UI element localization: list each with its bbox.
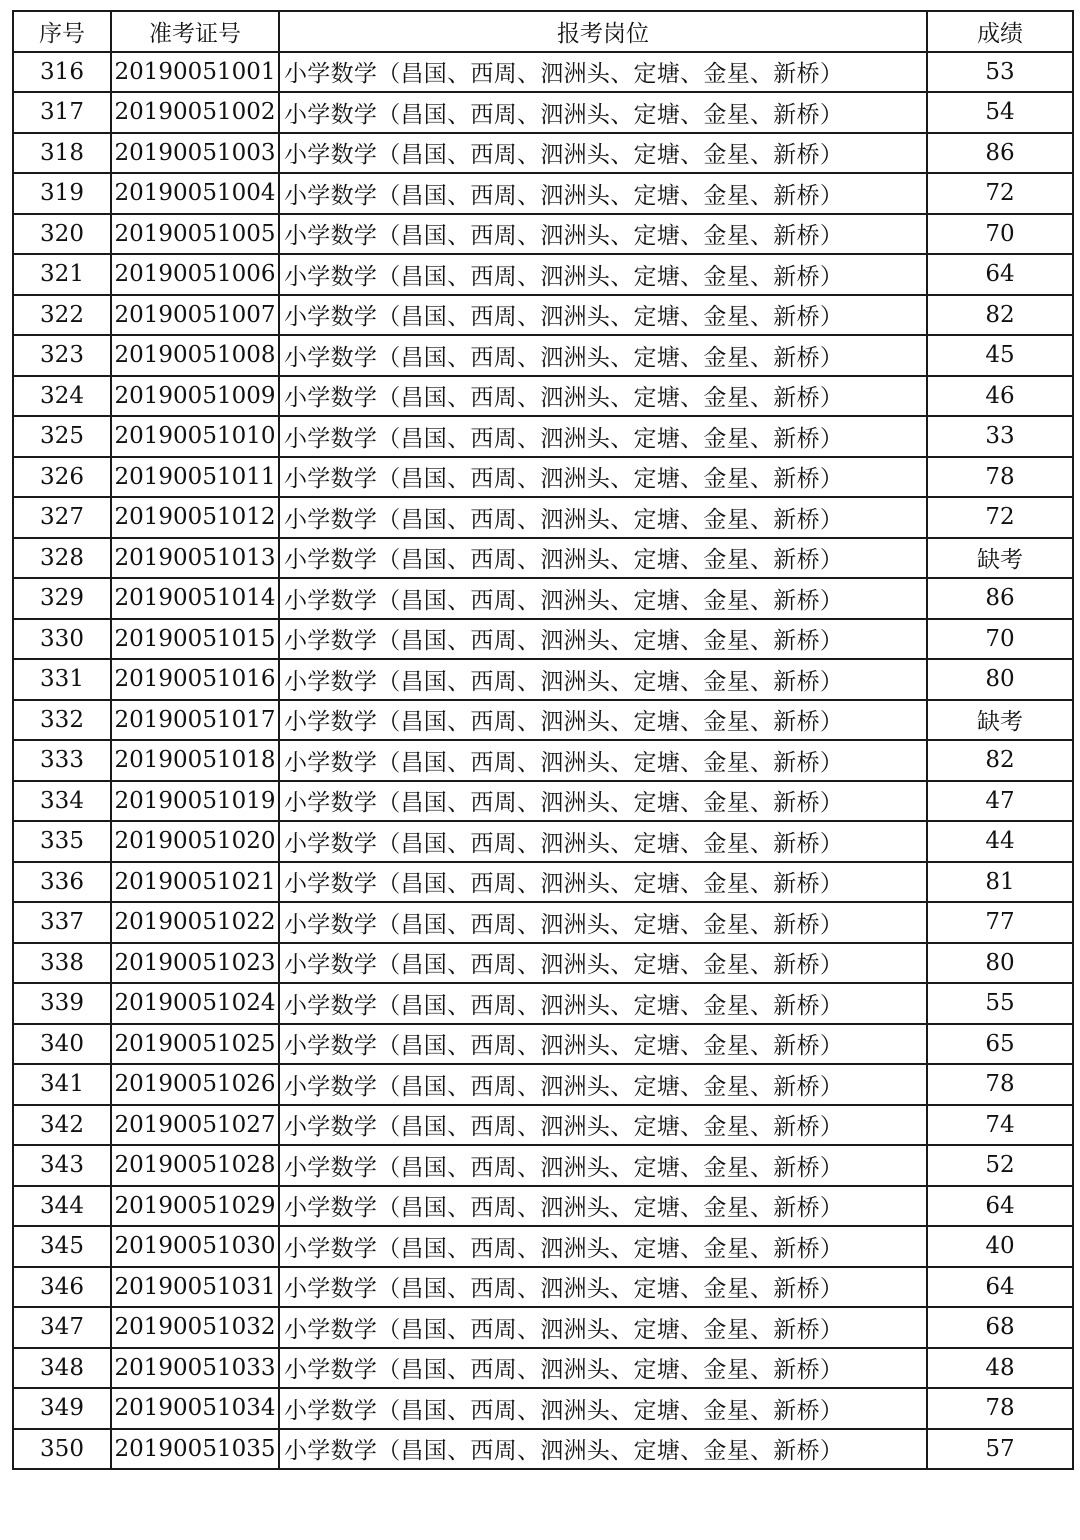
- table-row: [13, 1348, 1073, 1389]
- score-table: [12, 10, 1074, 1470]
- cell-seq: 338: [13, 943, 111, 984]
- cell-post: 小学数学（昌国、西周、泗洲头、定塘、金星、新桥）: [279, 376, 927, 417]
- cell-score: 45: [927, 335, 1073, 376]
- cell-score: 81: [927, 862, 1073, 903]
- cell-post: 小学数学（昌国、西周、泗洲头、定塘、金星、新桥）: [279, 740, 927, 781]
- cell-seq: 328: [13, 538, 111, 579]
- table-row: [13, 943, 1073, 984]
- cell-post: 小学数学（昌国、西周、泗洲头、定塘、金星、新桥）: [279, 295, 927, 336]
- cell-score: 70: [927, 619, 1073, 660]
- cell-exam-id: 20190051015: [111, 619, 279, 660]
- cell-post: 小学数学（昌国、西周、泗洲头、定塘、金星、新桥）: [279, 821, 927, 862]
- cell-score: 70: [927, 214, 1073, 255]
- cell-score: 57: [927, 1429, 1073, 1470]
- cell-score: 46: [927, 376, 1073, 417]
- table-row: [13, 1226, 1073, 1267]
- cell-score: 77: [927, 902, 1073, 943]
- cell-score: 86: [927, 578, 1073, 619]
- table-row: [13, 1429, 1073, 1470]
- cell-score: 72: [927, 497, 1073, 538]
- cell-seq: 321: [13, 254, 111, 295]
- cell-post: 小学数学（昌国、西周、泗洲头、定塘、金星、新桥）: [279, 497, 927, 538]
- cell-exam-id: 20190051017: [111, 700, 279, 741]
- cell-seq: 319: [13, 173, 111, 214]
- cell-post: 小学数学（昌国、西周、泗洲头、定塘、金星、新桥）: [279, 1145, 927, 1186]
- table-row: [13, 133, 1073, 174]
- table-row: [13, 538, 1073, 579]
- cell-seq: 334: [13, 781, 111, 822]
- cell-seq: 349: [13, 1388, 111, 1429]
- cell-post: 小学数学（昌国、西周、泗洲头、定塘、金星、新桥）: [279, 538, 927, 579]
- cell-post: 小学数学（昌国、西周、泗洲头、定塘、金星、新桥）: [279, 457, 927, 498]
- header-row: [13, 11, 1073, 52]
- table-row: [13, 700, 1073, 741]
- table-row: [13, 659, 1073, 700]
- cell-score: 64: [927, 1186, 1073, 1227]
- cell-post: 小学数学（昌国、西周、泗洲头、定塘、金星、新桥）: [279, 983, 927, 1024]
- header-seq: 序号: [13, 11, 111, 52]
- cell-seq: 348: [13, 1348, 111, 1389]
- table-row: [13, 295, 1073, 336]
- cell-exam-id: 20190051034: [111, 1388, 279, 1429]
- cell-score: 78: [927, 1388, 1073, 1429]
- cell-seq: 317: [13, 92, 111, 133]
- cell-exam-id: 20190051002: [111, 92, 279, 133]
- cell-post: 小学数学（昌国、西周、泗洲头、定塘、金星、新桥）: [279, 416, 927, 457]
- cell-exam-id: 20190051009: [111, 376, 279, 417]
- table-row: [13, 1186, 1073, 1227]
- cell-exam-id: 20190051032: [111, 1307, 279, 1348]
- cell-seq: 337: [13, 902, 111, 943]
- table-row: [13, 1024, 1073, 1065]
- cell-exam-id: 20190051026: [111, 1064, 279, 1105]
- cell-score: 78: [927, 1064, 1073, 1105]
- cell-score: 缺考: [927, 538, 1073, 579]
- cell-score: 47: [927, 781, 1073, 822]
- cell-exam-id: 20190051020: [111, 821, 279, 862]
- cell-score: 54: [927, 92, 1073, 133]
- cell-score: 65: [927, 1024, 1073, 1065]
- cell-score: 86: [927, 133, 1073, 174]
- cell-exam-id: 20190051022: [111, 902, 279, 943]
- cell-exam-id: 20190051006: [111, 254, 279, 295]
- table-row: [13, 902, 1073, 943]
- cell-seq: 331: [13, 659, 111, 700]
- cell-post: 小学数学（昌国、西周、泗洲头、定塘、金星、新桥）: [279, 133, 927, 174]
- cell-exam-id: 20190051021: [111, 862, 279, 903]
- cell-post: 小学数学（昌国、西周、泗洲头、定塘、金星、新桥）: [279, 1388, 927, 1429]
- table-row: [13, 983, 1073, 1024]
- cell-post: 小学数学（昌国、西周、泗洲头、定塘、金星、新桥）: [279, 1267, 927, 1308]
- cell-seq: 323: [13, 335, 111, 376]
- table-row: [13, 1105, 1073, 1146]
- cell-seq: 339: [13, 983, 111, 1024]
- cell-exam-id: 20190051014: [111, 578, 279, 619]
- header-exam-id: 准考证号: [111, 11, 279, 52]
- cell-seq: 345: [13, 1226, 111, 1267]
- table-row: [13, 1267, 1073, 1308]
- table-row: [13, 740, 1073, 781]
- cell-post: 小学数学（昌国、西周、泗洲头、定塘、金星、新桥）: [279, 1348, 927, 1389]
- cell-exam-id: 20190051023: [111, 943, 279, 984]
- cell-score: 33: [927, 416, 1073, 457]
- cell-exam-id: 20190051027: [111, 1105, 279, 1146]
- table-header: [13, 11, 1073, 52]
- table-row: [13, 1145, 1073, 1186]
- cell-seq: 322: [13, 295, 111, 336]
- cell-score: 74: [927, 1105, 1073, 1146]
- cell-exam-id: 20190051007: [111, 295, 279, 336]
- header-post: 报考岗位: [279, 11, 927, 52]
- cell-seq: 342: [13, 1105, 111, 1146]
- cell-score: 64: [927, 1267, 1073, 1308]
- cell-score: 缺考: [927, 700, 1073, 741]
- cell-seq: 326: [13, 457, 111, 498]
- cell-post: 小学数学（昌国、西周、泗洲头、定塘、金星、新桥）: [279, 214, 927, 255]
- cell-score: 64: [927, 254, 1073, 295]
- cell-seq: 324: [13, 376, 111, 417]
- cell-score: 48: [927, 1348, 1073, 1389]
- cell-seq: 336: [13, 862, 111, 903]
- cell-post: 小学数学（昌国、西周、泗洲头、定塘、金星、新桥）: [279, 52, 927, 93]
- cell-post: 小学数学（昌国、西周、泗洲头、定塘、金星、新桥）: [279, 335, 927, 376]
- cell-exam-id: 20190051018: [111, 740, 279, 781]
- table-row: [13, 619, 1073, 660]
- table-row: [13, 214, 1073, 255]
- table-row: [13, 92, 1073, 133]
- cell-post: 小学数学（昌国、西周、泗洲头、定塘、金星、新桥）: [279, 578, 927, 619]
- cell-seq: 341: [13, 1064, 111, 1105]
- cell-post: 小学数学（昌国、西周、泗洲头、定塘、金星、新桥）: [279, 781, 927, 822]
- cell-post: 小学数学（昌国、西周、泗洲头、定塘、金星、新桥）: [279, 254, 927, 295]
- cell-score: 80: [927, 943, 1073, 984]
- cell-seq: 347: [13, 1307, 111, 1348]
- table-row: [13, 457, 1073, 498]
- cell-seq: 333: [13, 740, 111, 781]
- table-row: [13, 821, 1073, 862]
- cell-post: 小学数学（昌国、西周、泗洲头、定塘、金星、新桥）: [279, 92, 927, 133]
- cell-seq: 344: [13, 1186, 111, 1227]
- cell-post: 小学数学（昌国、西周、泗洲头、定塘、金星、新桥）: [279, 902, 927, 943]
- cell-post: 小学数学（昌国、西周、泗洲头、定塘、金星、新桥）: [279, 1105, 927, 1146]
- cell-post: 小学数学（昌国、西周、泗洲头、定塘、金星、新桥）: [279, 659, 927, 700]
- cell-exam-id: 20190051013: [111, 538, 279, 579]
- cell-seq: 325: [13, 416, 111, 457]
- cell-score: 78: [927, 457, 1073, 498]
- table-row: [13, 1064, 1073, 1105]
- cell-post: 小学数学（昌国、西周、泗洲头、定塘、金星、新桥）: [279, 862, 927, 903]
- cell-exam-id: 20190051033: [111, 1348, 279, 1389]
- cell-score: 82: [927, 740, 1073, 781]
- table-row: [13, 1388, 1073, 1429]
- cell-post: 小学数学（昌国、西周、泗洲头、定塘、金星、新桥）: [279, 700, 927, 741]
- cell-exam-id: 20190051019: [111, 781, 279, 822]
- cell-post: 小学数学（昌国、西周、泗洲头、定塘、金星、新桥）: [279, 173, 927, 214]
- table-row: [13, 335, 1073, 376]
- header-score: 成绩: [927, 11, 1073, 52]
- cell-seq: 320: [13, 214, 111, 255]
- table-row: [13, 173, 1073, 214]
- cell-seq: 340: [13, 1024, 111, 1065]
- cell-seq: 327: [13, 497, 111, 538]
- cell-score: 68: [927, 1307, 1073, 1348]
- table-row: [13, 578, 1073, 619]
- table-row: [13, 862, 1073, 903]
- cell-exam-id: 20190051028: [111, 1145, 279, 1186]
- cell-score: 52: [927, 1145, 1073, 1186]
- cell-post: 小学数学（昌国、西周、泗洲头、定塘、金星、新桥）: [279, 1307, 927, 1348]
- cell-score: 72: [927, 173, 1073, 214]
- table-row: [13, 781, 1073, 822]
- cell-score: 80: [927, 659, 1073, 700]
- cell-exam-id: 20190051001: [111, 52, 279, 93]
- cell-seq: 346: [13, 1267, 111, 1308]
- table-row: [13, 52, 1073, 93]
- table-body: [13, 52, 1073, 1470]
- cell-score: 55: [927, 983, 1073, 1024]
- cell-score: 44: [927, 821, 1073, 862]
- cell-exam-id: 20190051030: [111, 1226, 279, 1267]
- cell-exam-id: 20190051012: [111, 497, 279, 538]
- cell-seq: 316: [13, 52, 111, 93]
- cell-post: 小学数学（昌国、西周、泗洲头、定塘、金星、新桥）: [279, 1429, 927, 1470]
- cell-exam-id: 20190051016: [111, 659, 279, 700]
- cell-seq: 335: [13, 821, 111, 862]
- cell-seq: 332: [13, 700, 111, 741]
- table-row: [13, 376, 1073, 417]
- cell-seq: 329: [13, 578, 111, 619]
- cell-exam-id: 20190051035: [111, 1429, 279, 1470]
- table-row: [13, 497, 1073, 538]
- cell-exam-id: 20190051005: [111, 214, 279, 255]
- table-row: [13, 254, 1073, 295]
- cell-exam-id: 20190051031: [111, 1267, 279, 1308]
- cell-seq: 318: [13, 133, 111, 174]
- cell-exam-id: 20190051003: [111, 133, 279, 174]
- cell-exam-id: 20190051029: [111, 1186, 279, 1227]
- cell-score: 53: [927, 52, 1073, 93]
- cell-post: 小学数学（昌国、西周、泗洲头、定塘、金星、新桥）: [279, 1186, 927, 1227]
- cell-exam-id: 20190051004: [111, 173, 279, 214]
- cell-exam-id: 20190051010: [111, 416, 279, 457]
- cell-post: 小学数学（昌国、西周、泗洲头、定塘、金星、新桥）: [279, 1064, 927, 1105]
- cell-seq: 350: [13, 1429, 111, 1470]
- cell-score: 82: [927, 295, 1073, 336]
- cell-post: 小学数学（昌国、西周、泗洲头、定塘、金星、新桥）: [279, 1024, 927, 1065]
- cell-exam-id: 20190051025: [111, 1024, 279, 1065]
- cell-post: 小学数学（昌国、西周、泗洲头、定塘、金星、新桥）: [279, 1226, 927, 1267]
- cell-post: 小学数学（昌国、西周、泗洲头、定塘、金星、新桥）: [279, 619, 927, 660]
- cell-seq: 343: [13, 1145, 111, 1186]
- table-row: [13, 416, 1073, 457]
- cell-score: 40: [927, 1226, 1073, 1267]
- cell-exam-id: 20190051011: [111, 457, 279, 498]
- cell-post: 小学数学（昌国、西周、泗洲头、定塘、金星、新桥）: [279, 943, 927, 984]
- table-row: [13, 1307, 1073, 1348]
- cell-exam-id: 20190051008: [111, 335, 279, 376]
- cell-exam-id: 20190051024: [111, 983, 279, 1024]
- cell-seq: 330: [13, 619, 111, 660]
